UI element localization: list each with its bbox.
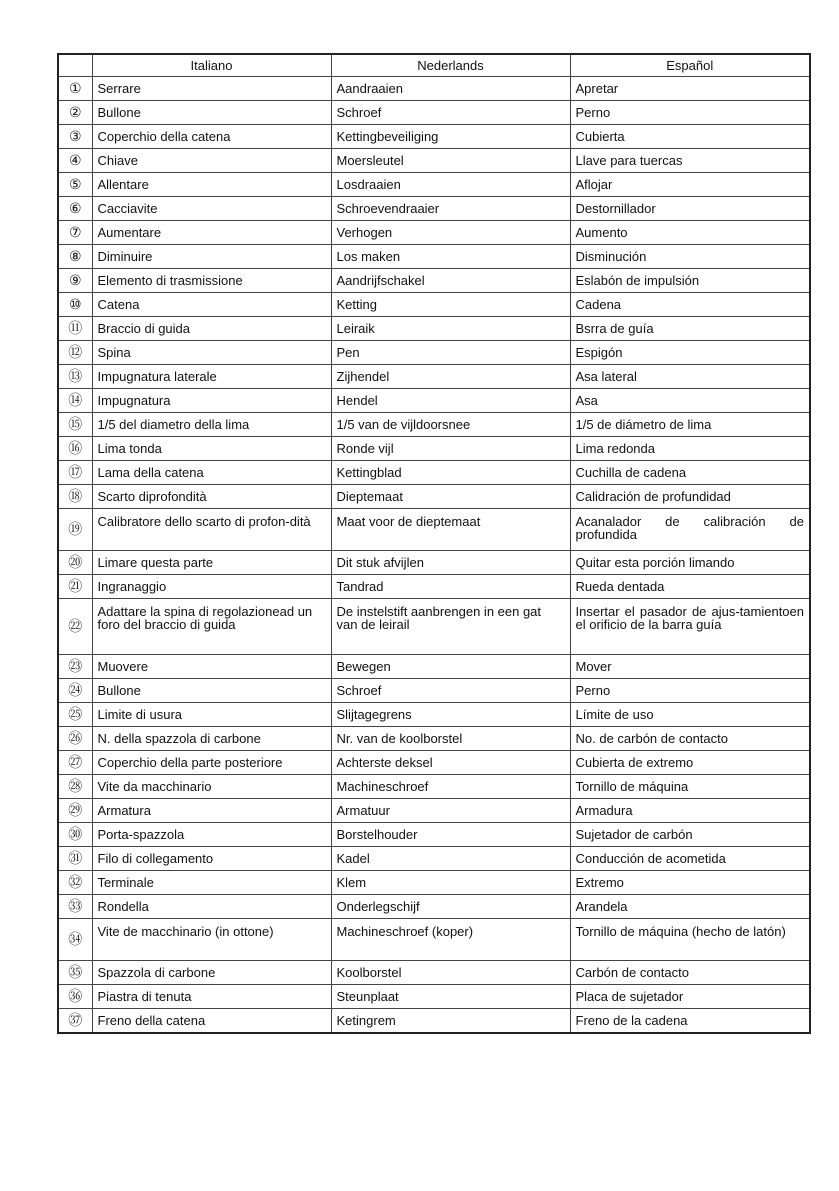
cell-espanol: Conducción de acometida bbox=[570, 847, 810, 871]
row-number: ⑮ bbox=[58, 413, 92, 437]
row-number: ⑳ bbox=[58, 551, 92, 575]
cell-espanol: Límite de uso bbox=[570, 703, 810, 727]
table-row bbox=[58, 77, 810, 101]
table-row bbox=[58, 149, 810, 173]
cell-espanol: Cadena bbox=[570, 293, 810, 317]
row-number: ㉜ bbox=[58, 871, 92, 895]
cell-italiano: Serrare bbox=[92, 77, 331, 101]
row-number: ㉛ bbox=[58, 847, 92, 871]
row-number: ⑯ bbox=[58, 437, 92, 461]
cell-italiano: Impugnatura laterale bbox=[92, 365, 331, 389]
row-number: ⑪ bbox=[58, 317, 92, 341]
glossary-table bbox=[57, 53, 811, 1034]
table-row bbox=[58, 703, 810, 727]
table-row bbox=[58, 961, 810, 985]
table-row bbox=[58, 509, 810, 551]
cell-nederlands: Machineschroef bbox=[331, 775, 570, 799]
table-row bbox=[58, 847, 810, 871]
cell-espanol: Lima redonda bbox=[570, 437, 810, 461]
cell-italiano: Freno della catena bbox=[92, 1009, 331, 1034]
table-row bbox=[58, 437, 810, 461]
cell-nederlands: Hendel bbox=[331, 389, 570, 413]
table-row bbox=[58, 245, 810, 269]
cell-italiano: Rondella bbox=[92, 895, 331, 919]
cell-nederlands: Dieptemaat bbox=[331, 485, 570, 509]
cell-espanol: Cubierta de extremo bbox=[570, 751, 810, 775]
cell-nederlands: Losdraaien bbox=[331, 173, 570, 197]
cell-espanol: Mover bbox=[570, 655, 810, 679]
table-row bbox=[58, 895, 810, 919]
cell-italiano: Impugnatura bbox=[92, 389, 331, 413]
cell-nederlands: Onderlegschijf bbox=[331, 895, 570, 919]
table-row bbox=[58, 823, 810, 847]
table-row bbox=[58, 551, 810, 575]
cell-espanol: Perno bbox=[570, 679, 810, 703]
cell-nederlands: Aandrijfschakel bbox=[331, 269, 570, 293]
cell-nederlands: Verhogen bbox=[331, 221, 570, 245]
table-row bbox=[58, 485, 810, 509]
cell-italiano: Chiave bbox=[92, 149, 331, 173]
row-number: ㉗ bbox=[58, 751, 92, 775]
cell-italiano: Armatura bbox=[92, 799, 331, 823]
row-number: ⑧ bbox=[58, 245, 92, 269]
header-nederlands: Nederlands bbox=[331, 54, 570, 77]
cell-espanol: Calidración de profundidad bbox=[570, 485, 810, 509]
row-number: ⑱ bbox=[58, 485, 92, 509]
row-number: ㊱ bbox=[58, 985, 92, 1009]
row-number: ㉟ bbox=[58, 961, 92, 985]
cell-nederlands: Schroevendraaier bbox=[331, 197, 570, 221]
table-row bbox=[58, 101, 810, 125]
row-number: ① bbox=[58, 77, 92, 101]
table-row bbox=[58, 173, 810, 197]
cell-italiano: Porta-spazzola bbox=[92, 823, 331, 847]
row-number: ④ bbox=[58, 149, 92, 173]
cell-espanol: Bsrra de guía bbox=[570, 317, 810, 341]
table-row bbox=[58, 679, 810, 703]
cell-espanol: Tornillo de máquina bbox=[570, 775, 810, 799]
cell-italiano: Diminuire bbox=[92, 245, 331, 269]
cell-nederlands: Maat voor de dieptemaat bbox=[331, 509, 570, 551]
table-row bbox=[58, 461, 810, 485]
cell-italiano: Spina bbox=[92, 341, 331, 365]
cell-espanol: Freno de la cadena bbox=[570, 1009, 810, 1034]
cell-espanol: Rueda dentada bbox=[570, 575, 810, 599]
cell-italiano: Coperchio della parte posteriore bbox=[92, 751, 331, 775]
row-number: ㉖ bbox=[58, 727, 92, 751]
row-number: ⑲ bbox=[58, 509, 92, 551]
cell-espanol: Destornillador bbox=[570, 197, 810, 221]
cell-italiano: Vite da macchinario bbox=[92, 775, 331, 799]
cell-nederlands: Aandraaien bbox=[331, 77, 570, 101]
cell-italiano: Braccio di guida bbox=[92, 317, 331, 341]
table-row bbox=[58, 293, 810, 317]
row-number: ⑤ bbox=[58, 173, 92, 197]
cell-espanol: Cubierta bbox=[570, 125, 810, 149]
cell-espanol: Cuchilla de cadena bbox=[570, 461, 810, 485]
table-row bbox=[58, 317, 810, 341]
row-number: ⑥ bbox=[58, 197, 92, 221]
cell-nederlands: Slijtagegrens bbox=[331, 703, 570, 727]
table-row bbox=[58, 599, 810, 655]
header-italiano: Italiano bbox=[92, 54, 331, 77]
cell-italiano: Ingranaggio bbox=[92, 575, 331, 599]
cell-italiano: Aumentare bbox=[92, 221, 331, 245]
row-number: ② bbox=[58, 101, 92, 125]
table-row bbox=[58, 799, 810, 823]
header-row bbox=[58, 54, 810, 77]
cell-nederlands: Armatuur bbox=[331, 799, 570, 823]
row-number: ⑫ bbox=[58, 341, 92, 365]
cell-espanol: Carbón de contacto bbox=[570, 961, 810, 985]
cell-nederlands: Schroef bbox=[331, 679, 570, 703]
cell-italiano: Limare questa parte bbox=[92, 551, 331, 575]
row-number: ⑦ bbox=[58, 221, 92, 245]
cell-italiano: Spazzola di carbone bbox=[92, 961, 331, 985]
cell-nederlands: 1/5 van de vijldoorsnee bbox=[331, 413, 570, 437]
cell-italiano: Scarto diprofondità bbox=[92, 485, 331, 509]
row-number: ③ bbox=[58, 125, 92, 149]
cell-espanol: Eslabón de impulsión bbox=[570, 269, 810, 293]
cell-italiano: Adattare la spina di regolazionead un foro del braccio di guida bbox=[92, 599, 331, 655]
row-number: ⑩ bbox=[58, 293, 92, 317]
row-number: ⑰ bbox=[58, 461, 92, 485]
cell-espanol: No. de carbón de contacto bbox=[570, 727, 810, 751]
table-row bbox=[58, 871, 810, 895]
cell-espanol: Llave para tuercas bbox=[570, 149, 810, 173]
cell-espanol: Arandela bbox=[570, 895, 810, 919]
cell-nederlands: Kettingbeveiliging bbox=[331, 125, 570, 149]
cell-espanol: Armadura bbox=[570, 799, 810, 823]
table-row bbox=[58, 125, 810, 149]
cell-espanol: Apretar bbox=[570, 77, 810, 101]
cell-italiano: Vite de macchinario (in ottone) bbox=[92, 919, 331, 961]
cell-espanol: Quitar esta porción limando bbox=[570, 551, 810, 575]
row-number: ⑬ bbox=[58, 365, 92, 389]
cell-espanol: Aumento bbox=[570, 221, 810, 245]
row-number: ㉙ bbox=[58, 799, 92, 823]
cell-italiano: Piastra di tenuta bbox=[92, 985, 331, 1009]
cell-nederlands: Kadel bbox=[331, 847, 570, 871]
table-row bbox=[58, 775, 810, 799]
cell-italiano: Cacciavite bbox=[92, 197, 331, 221]
cell-espanol: Sujetador de carbón bbox=[570, 823, 810, 847]
cell-nederlands: Achterste deksel bbox=[331, 751, 570, 775]
cell-nederlands: Borstelhouder bbox=[331, 823, 570, 847]
cell-italiano: N. della spazzola di carbone bbox=[92, 727, 331, 751]
cell-espanol: Extremo bbox=[570, 871, 810, 895]
cell-nederlands: Ketingrem bbox=[331, 1009, 570, 1034]
cell-espanol: Placa de sujetador bbox=[570, 985, 810, 1009]
cell-nederlands: Machineschroef (koper) bbox=[331, 919, 570, 961]
cell-espanol: Insertar el pasador de ajus-tamientoen el orificio de la barra guía bbox=[570, 599, 810, 655]
row-number: ㊲ bbox=[58, 1009, 92, 1034]
cell-nederlands: Los maken bbox=[331, 245, 570, 269]
cell-italiano: Calibratore dello scarto di profon-dità bbox=[92, 509, 331, 551]
cell-nederlands: Moersleutel bbox=[331, 149, 570, 173]
table-row bbox=[58, 655, 810, 679]
cell-espanol: Acanalador de calibración de profundida bbox=[570, 509, 810, 551]
cell-nederlands: Ketting bbox=[331, 293, 570, 317]
table-row bbox=[58, 575, 810, 599]
cell-italiano: Coperchio della catena bbox=[92, 125, 331, 149]
cell-nederlands: Klem bbox=[331, 871, 570, 895]
row-number: ㉒ bbox=[58, 599, 92, 655]
table-row bbox=[58, 919, 810, 961]
cell-italiano: Bullone bbox=[92, 679, 331, 703]
cell-nederlands: Ronde vijl bbox=[331, 437, 570, 461]
glossary-body bbox=[58, 77, 810, 1034]
cell-italiano: 1/5 del diametro della lima bbox=[92, 413, 331, 437]
table-row bbox=[58, 365, 810, 389]
row-number: ㉞ bbox=[58, 919, 92, 961]
row-number: ⑭ bbox=[58, 389, 92, 413]
header-espanol: Español bbox=[570, 54, 810, 77]
cell-italiano: Elemento di trasmissione bbox=[92, 269, 331, 293]
cell-italiano: Allentare bbox=[92, 173, 331, 197]
table-row bbox=[58, 727, 810, 751]
cell-nederlands: Bewegen bbox=[331, 655, 570, 679]
row-number: ㉝ bbox=[58, 895, 92, 919]
cell-espanol: Disminución bbox=[570, 245, 810, 269]
table-row bbox=[58, 341, 810, 365]
cell-italiano: Catena bbox=[92, 293, 331, 317]
cell-nederlands: Koolborstel bbox=[331, 961, 570, 985]
table-row bbox=[58, 269, 810, 293]
cell-nederlands: Schroef bbox=[331, 101, 570, 125]
table-row bbox=[58, 1009, 810, 1034]
row-number: ⑨ bbox=[58, 269, 92, 293]
cell-italiano: Bullone bbox=[92, 101, 331, 125]
cell-italiano: Terminale bbox=[92, 871, 331, 895]
cell-nederlands: Nr. van de koolborstel bbox=[331, 727, 570, 751]
cell-italiano: Filo di collegamento bbox=[92, 847, 331, 871]
cell-nederlands: Steunplaat bbox=[331, 985, 570, 1009]
row-number: ㉚ bbox=[58, 823, 92, 847]
header-number bbox=[58, 54, 92, 77]
cell-espanol: Asa bbox=[570, 389, 810, 413]
row-number: ㉔ bbox=[58, 679, 92, 703]
cell-nederlands: De instelstift aanbrengen in een gat van de leirail bbox=[331, 599, 570, 655]
cell-italiano: Limite di usura bbox=[92, 703, 331, 727]
cell-espanol: Tornillo de máquina (hecho de latón) bbox=[570, 919, 810, 961]
cell-italiano: Lima tonda bbox=[92, 437, 331, 461]
cell-espanol: Aflojar bbox=[570, 173, 810, 197]
row-number: ㉑ bbox=[58, 575, 92, 599]
cell-espanol: 1/5 de diámetro de lima bbox=[570, 413, 810, 437]
cell-nederlands: Leiraik bbox=[331, 317, 570, 341]
cell-espanol: Asa lateral bbox=[570, 365, 810, 389]
cell-nederlands: Tandrad bbox=[331, 575, 570, 599]
cell-espanol: Espigón bbox=[570, 341, 810, 365]
cell-italiano: Lama della catena bbox=[92, 461, 331, 485]
cell-nederlands: Kettingblad bbox=[331, 461, 570, 485]
table-row bbox=[58, 221, 810, 245]
row-number: ㉓ bbox=[58, 655, 92, 679]
table-row bbox=[58, 985, 810, 1009]
row-number: ㉕ bbox=[58, 703, 92, 727]
table-row bbox=[58, 751, 810, 775]
cell-nederlands: Dit stuk afvijlen bbox=[331, 551, 570, 575]
cell-italiano: Muovere bbox=[92, 655, 331, 679]
table-row bbox=[58, 197, 810, 221]
cell-espanol: Perno bbox=[570, 101, 810, 125]
cell-nederlands: Pen bbox=[331, 341, 570, 365]
table-row bbox=[58, 413, 810, 437]
cell-nederlands: Zijhendel bbox=[331, 365, 570, 389]
row-number: ㉘ bbox=[58, 775, 92, 799]
table-row bbox=[58, 389, 810, 413]
